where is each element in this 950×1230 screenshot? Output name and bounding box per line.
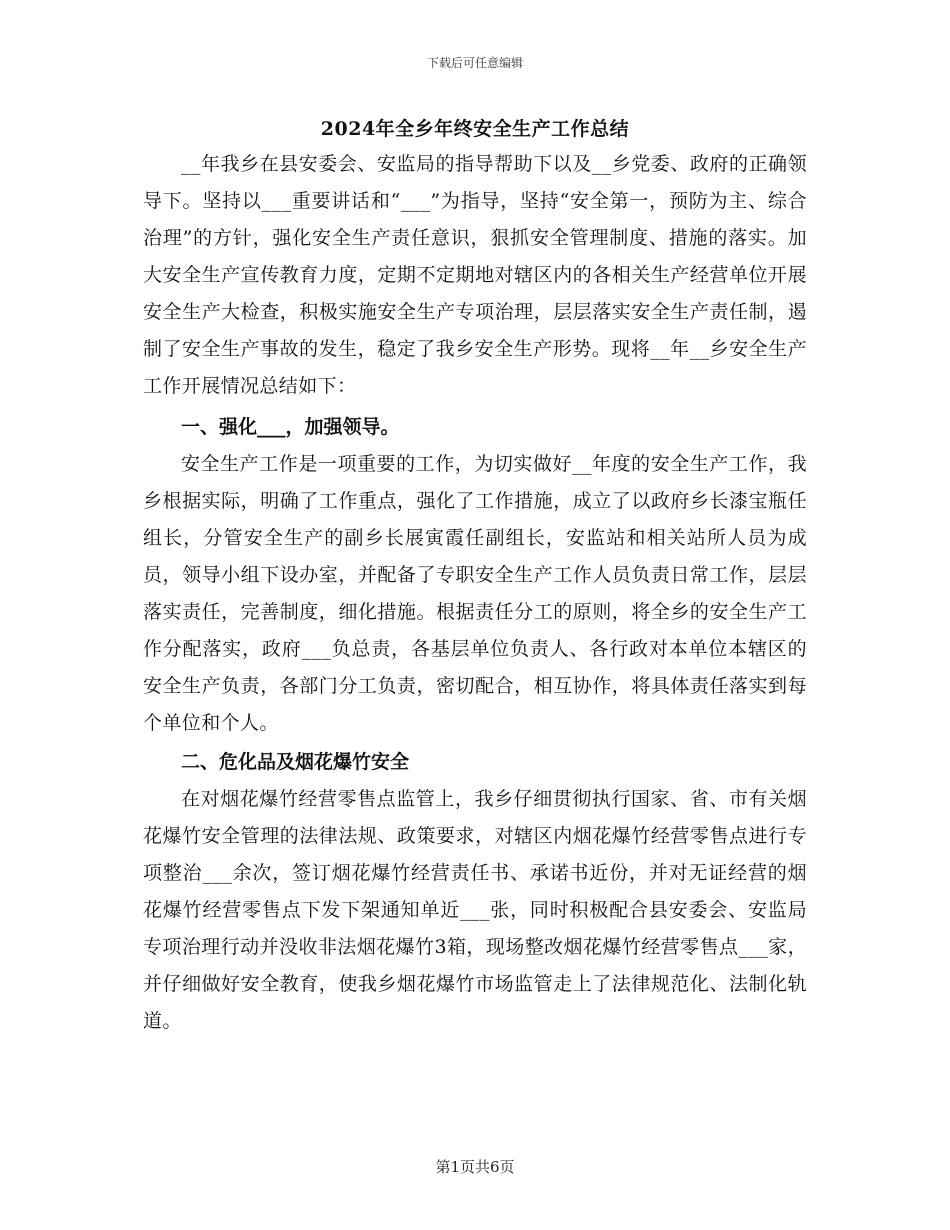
section-2-paragraph: 在对烟花爆竹经营零售点监管上，我乡仔细贯彻执行国家、省、市有关烟花爆竹安全管理的法律法规、政策要求，对辖区内烟花爆竹经营零售点进行专项整治___余次，签订烟花爆竹经营责任书、承诺书近份，并对无证经营的烟花爆竹经营零售点下发下架通知单近___张，同时积极配合县安委会、安监局专项治理行动并没收非法烟花爆竹3箱，现场整改烟花爆竹经营零售点___家，并仔细做好安全教育，使我乡烟花爆竹市场监管走上了法律规范化、法制化轨道。 [143,788,807,1032]
intro-paragraph: __年我乡在县安委会、安监局的指导帮助下以及__乡党委、政府的正确领导下。坚持以___重要讲话和“___”为指导，坚持“安全第一，预防为主、综合治理”的方针，强化安全生产责任意识，狠抓安全管理制度、措施的落实。加大安全生产宣传教育力度，定期不定期地对辖区内的各相关生产经营单位开展安全生产大检查，积极实施安全生产专项治理，层层落实安全生产责任制，遏制了安全生产事故的发生，稳定了我乡安全生产形势。现将__年__乡安全生产工作开展情况总结如下： [143,153,807,397]
page-number: 第1页共6页 [435,1158,515,1176]
page-header-note: 下载后可任意编辑 [426,56,523,70]
page-title: 2024年全乡年终安全生产工作总结 [320,118,630,140]
document-body [143,146,807,1040]
section-2-heading: 二、危化品及烟花爆竹安全 [181,751,410,773]
section-1-heading: 一、强化___，加强领导。 [181,416,400,438]
section-1-paragraph: 安全生产工作是一项重要的工作，为切实做好__年度的安全生产工作，我乡根据实际，明确了工作重点，强化了工作措施，成立了以政府乡长漆宝瓶任组长，分管安全生产的副乡长展寅霞任副组长，安监站和相关站所人员为成员，领导小组下设办室，并配备了专职安全生产工作人员负责日常工作，层层落实责任，完善制度，细化措施。根据责任分工的原则，将全乡的安全生产工作分配落实，政府___负总责，各基层单位负责人、各行政对本单位本辖区的安全生产负责，各部门分工负责，密切配合，相互协作，将具体责任落实到每个单位和个人。 [143,453,807,734]
